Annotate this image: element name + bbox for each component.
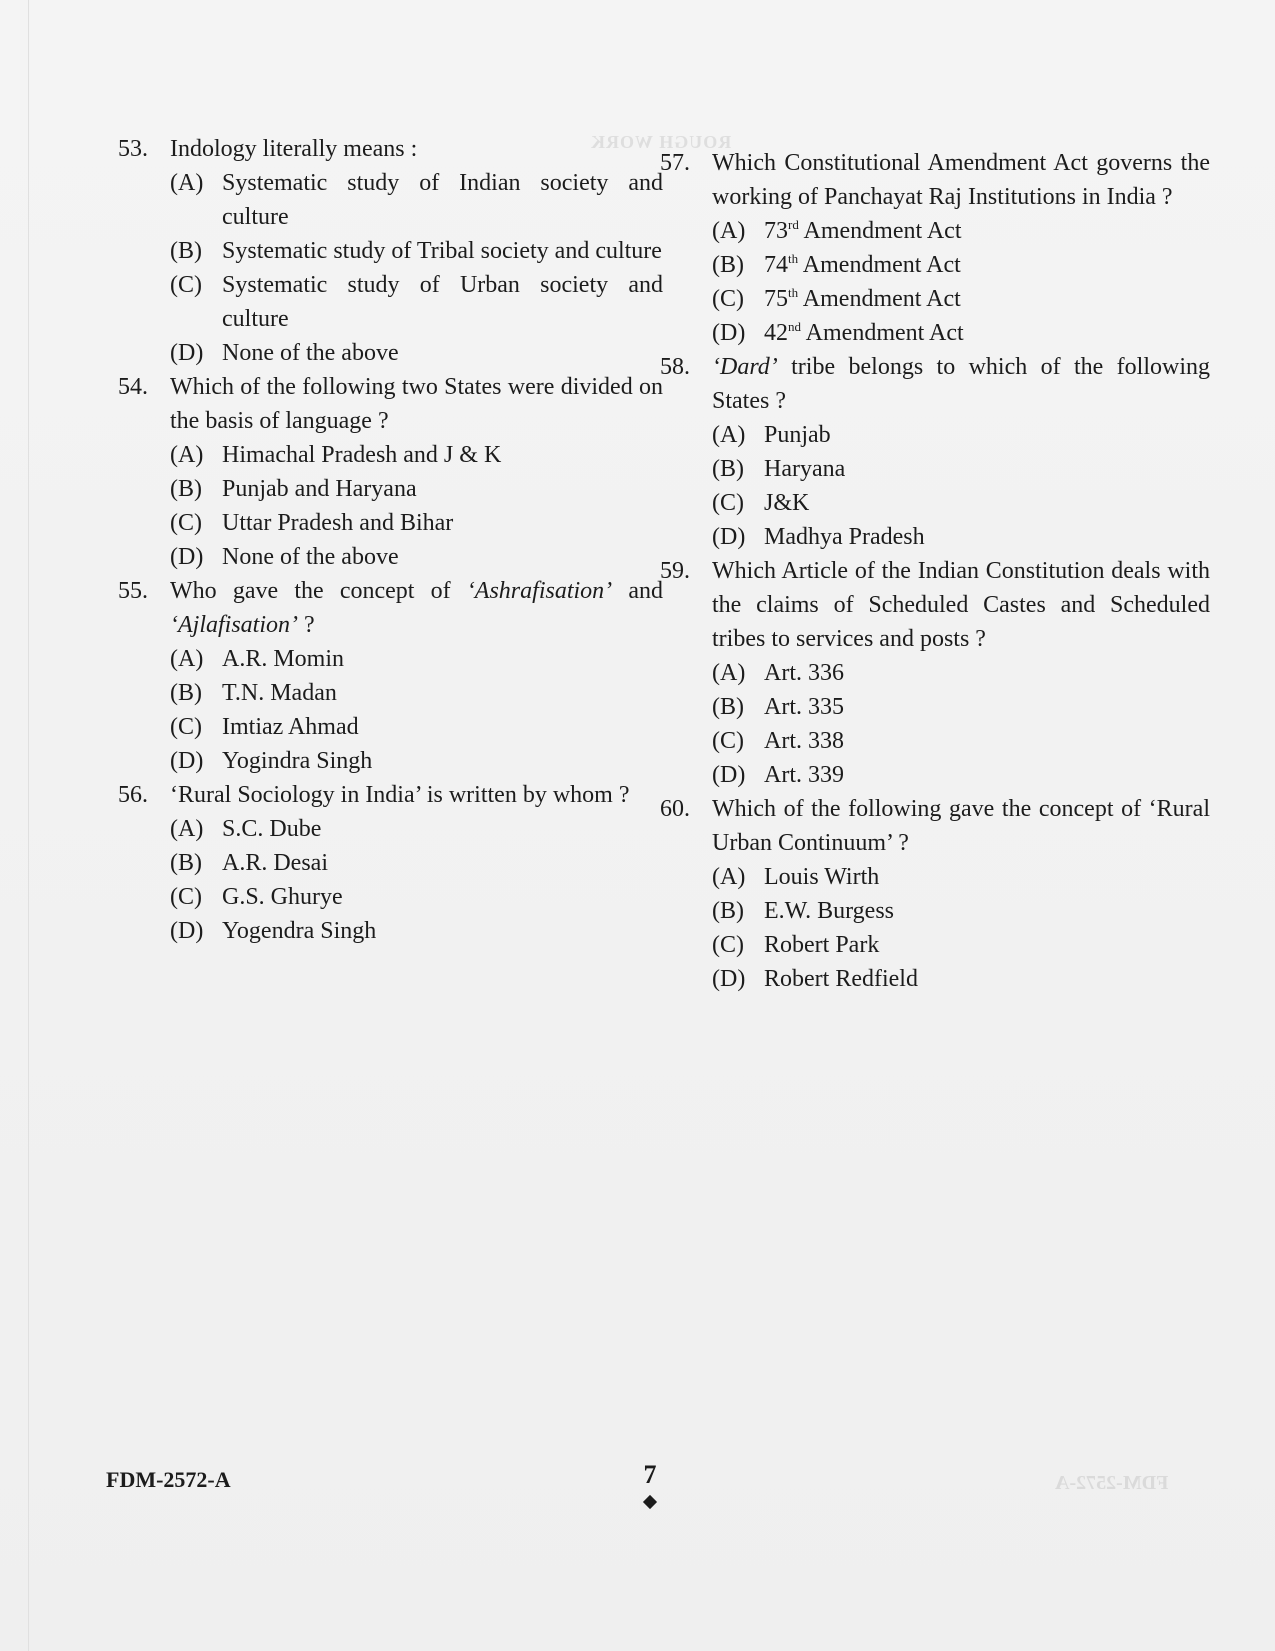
- option-letter: (A): [712, 218, 746, 244]
- option-d: [170, 336, 663, 370]
- question-text: Which Constitutional Amendment Act governs the working of Panchayat Raj Institutions in India ?: [712, 150, 1210, 210]
- question-56: [118, 778, 663, 948]
- option-c: [712, 486, 1210, 520]
- option-letter: (B): [170, 850, 202, 876]
- question-text-part: ?: [298, 612, 315, 638]
- option-letter: (B): [712, 456, 744, 482]
- question-59: [660, 554, 1210, 792]
- option-text: Haryana: [764, 456, 846, 482]
- option-letter: (C): [170, 884, 202, 910]
- option-text: Robert Park: [764, 932, 880, 958]
- option-letter: (D): [170, 544, 204, 570]
- italic-term: ‘Ashrafisation’: [466, 578, 613, 604]
- option-text: J&K: [764, 490, 810, 516]
- option-letter: (B): [170, 238, 202, 264]
- question-text: Which of the following two States were divided on the basis of language ?: [170, 374, 663, 434]
- question-57: [660, 146, 1210, 350]
- option-d: [712, 316, 1210, 350]
- option-letter: (A): [712, 660, 746, 686]
- option-letter: (D): [712, 524, 746, 550]
- option-text: [764, 248, 1210, 282]
- question-text: ‘Rural Sociology in India’ is written by whom ?: [170, 782, 630, 808]
- question-text: Which Article of the Indian Constitution deals with the claims of Scheduled Castes and Scheduled tribes to services and posts ?: [712, 558, 1210, 652]
- question-text: [170, 574, 663, 642]
- option-a: [170, 642, 663, 676]
- option-letter: (C): [712, 728, 744, 754]
- option-a: [712, 418, 1210, 452]
- option-b: [170, 676, 663, 710]
- option-d: [170, 914, 663, 948]
- option-text: Louis Wirth: [764, 864, 880, 890]
- option-letter: (C): [170, 510, 202, 536]
- option-letter: (A): [712, 864, 746, 890]
- right-column: [660, 146, 1210, 996]
- question-text-part: tribe belongs to which of the following States ?: [712, 354, 1210, 414]
- option-letter: (A): [170, 170, 204, 196]
- option-letter: (B): [170, 680, 202, 706]
- ordinal-suffix: th: [788, 285, 799, 300]
- option-text: Art. 339: [764, 762, 844, 788]
- ordinal-suffix: nd: [788, 319, 801, 334]
- option-letter: (C): [712, 490, 744, 516]
- diamond-icon: [643, 1495, 657, 1509]
- option-text: Yogindra Singh: [222, 748, 373, 774]
- option-c: [170, 506, 663, 540]
- option-letter: (B): [712, 694, 744, 720]
- option-letter: (B): [712, 898, 744, 924]
- bleed-through-heading: ROUGH WORK: [590, 132, 732, 152]
- option-text: Robert Redfield: [764, 966, 918, 992]
- option-text-rest: Amendment Act: [798, 252, 961, 278]
- italic-term: ‘Dard’: [712, 354, 778, 380]
- option-text: Systematic study of Indian society and culture: [222, 170, 663, 230]
- option-text: Yogendra Singh: [222, 918, 377, 944]
- option-text: Imtiaz Ahmad: [222, 714, 359, 740]
- option-letter: (B): [712, 252, 744, 278]
- option-text-rest: Amendment Act: [798, 218, 962, 244]
- question-number: 54.: [118, 374, 148, 400]
- option-text: Art. 336: [764, 660, 844, 686]
- option-letter: (A): [712, 422, 746, 448]
- bleed-through-code: FDM-2572-A: [1055, 1472, 1169, 1494]
- italic-term: ‘Ajlafisation’: [170, 612, 298, 638]
- question-number: 58.: [660, 354, 690, 380]
- option-b: [170, 234, 663, 268]
- question-number: 60.: [660, 796, 690, 822]
- option-text-rest: Amendment Act: [801, 320, 964, 346]
- ordinal-number: 74: [764, 252, 788, 278]
- option-c: [170, 268, 663, 336]
- option-d: [712, 962, 1210, 996]
- question-number: 57.: [660, 150, 690, 176]
- option-letter: (D): [170, 748, 204, 774]
- option-text: Punjab and Haryana: [222, 476, 417, 502]
- option-letter: (C): [170, 714, 202, 740]
- question-number: 55.: [118, 578, 148, 604]
- option-a: [712, 656, 1210, 690]
- option-text: Art. 335: [764, 694, 844, 720]
- option-letter: (A): [170, 816, 204, 842]
- option-text: Madhya Pradesh: [764, 524, 925, 550]
- option-c: [712, 282, 1210, 316]
- page-number: 7: [643, 1460, 657, 1489]
- option-text: Uttar Pradesh and Bihar: [222, 510, 454, 536]
- question-text-part: and: [612, 578, 663, 604]
- option-b: [712, 894, 1210, 928]
- option-a: [712, 214, 1210, 248]
- option-c: [712, 928, 1210, 962]
- option-c: [712, 724, 1210, 758]
- option-text: Himachal Pradesh and J & K: [222, 442, 502, 468]
- option-letter: (C): [712, 932, 744, 958]
- question-text: [712, 350, 1210, 418]
- option-text: E.W. Burgess: [764, 898, 895, 924]
- option-a: [170, 166, 663, 234]
- question-number: 53.: [118, 136, 148, 162]
- option-b: [170, 472, 663, 506]
- question-60: [660, 792, 1210, 996]
- option-text: Punjab: [764, 422, 831, 448]
- option-text: None of the above: [222, 544, 399, 570]
- option-d: [170, 744, 663, 778]
- option-text: A.R. Momin: [222, 646, 345, 672]
- option-text: [764, 214, 1210, 248]
- question-55: [118, 574, 663, 778]
- paper-code: FDM-2572-A: [106, 1467, 231, 1492]
- option-letter: (A): [170, 442, 204, 468]
- option-letter: (B): [170, 476, 202, 502]
- option-text: T.N. Madan: [222, 680, 337, 706]
- option-c: [170, 710, 663, 744]
- question-text-part: Who gave the concept of: [170, 578, 467, 604]
- option-letter: (A): [170, 646, 204, 672]
- option-text: Systematic study of Tribal society and culture: [222, 238, 662, 264]
- option-letter: (C): [170, 272, 202, 298]
- option-c: [170, 880, 663, 914]
- option-text: [764, 282, 1210, 316]
- question-58: [660, 350, 1210, 554]
- option-d: [170, 540, 663, 574]
- question-number: 59.: [660, 558, 690, 584]
- option-text: S.C. Dube: [222, 816, 322, 842]
- option-letter: (D): [712, 762, 746, 788]
- option-text: G.S. Ghurye: [222, 884, 343, 910]
- ordinal-number: 42: [764, 320, 788, 346]
- option-text: A.R. Desai: [222, 850, 328, 876]
- question-text: Which of the following gave the concept of ‘Rural Urban Continuum’ ?: [712, 796, 1210, 856]
- option-b: [170, 846, 663, 880]
- option-letter: (D): [712, 966, 746, 992]
- option-a: [170, 812, 663, 846]
- option-letter: (D): [170, 340, 204, 366]
- option-text: Art. 338: [764, 728, 844, 754]
- question-number: 56.: [118, 782, 148, 808]
- option-text-rest: Amendment Act: [798, 286, 961, 312]
- option-d: [712, 758, 1210, 792]
- ordinal-number: 75: [764, 286, 788, 312]
- question-53: [118, 132, 663, 370]
- option-b: [712, 452, 1210, 486]
- option-text: [764, 316, 1210, 350]
- option-letter: (C): [712, 286, 744, 312]
- option-b: [712, 248, 1210, 282]
- left-column: [118, 132, 663, 948]
- option-a: [712, 860, 1210, 894]
- option-text: None of the above: [222, 340, 399, 366]
- question-text: Indology literally means :: [170, 136, 418, 162]
- option-letter: (D): [712, 320, 746, 346]
- ordinal-number: 73: [764, 218, 788, 244]
- option-a: [170, 438, 663, 472]
- option-b: [712, 690, 1210, 724]
- option-letter: (D): [170, 918, 204, 944]
- ordinal-suffix: th: [788, 251, 799, 266]
- option-d: [712, 520, 1210, 554]
- ordinal-suffix: rd: [788, 217, 799, 232]
- question-54: [118, 370, 663, 574]
- option-text: Systematic study of Urban society and culture: [222, 272, 663, 332]
